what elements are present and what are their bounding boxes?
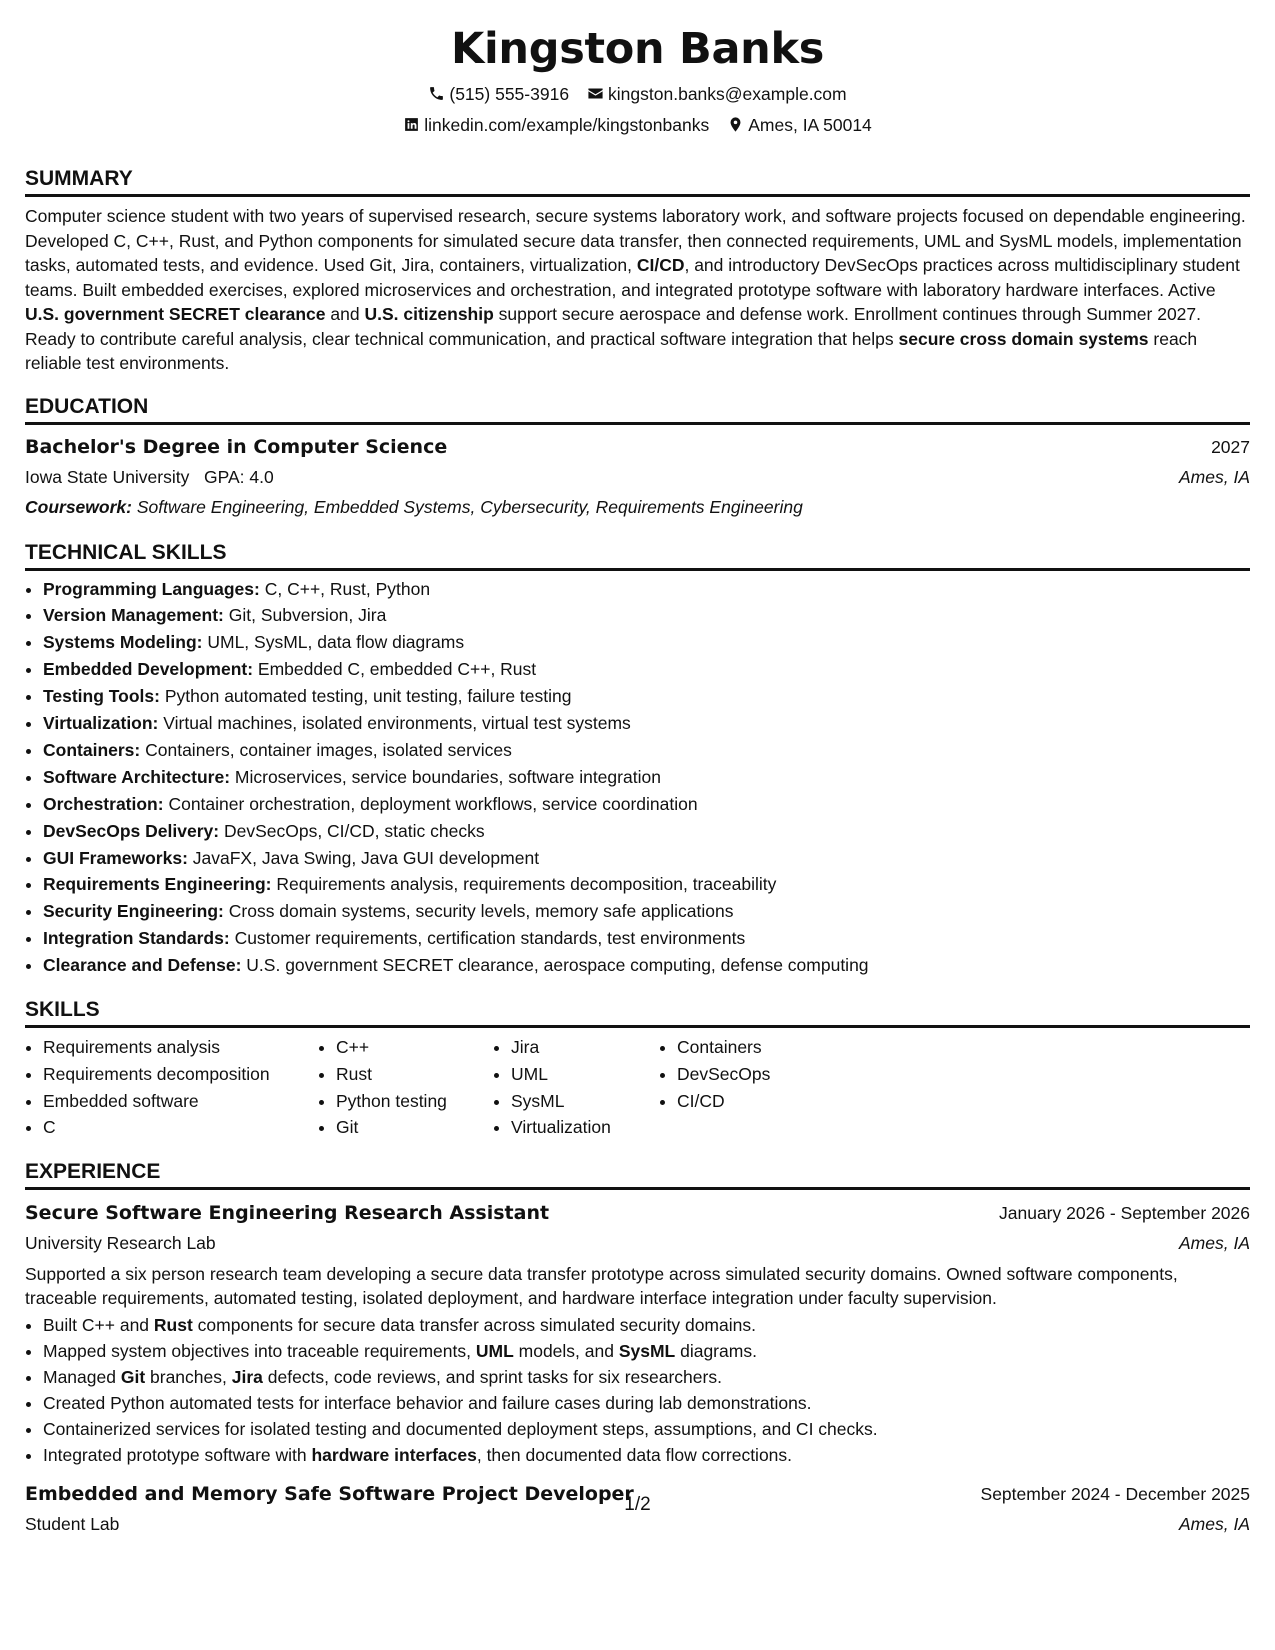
bullet-bold: UML — [475, 1340, 514, 1361]
phone-icon — [428, 85, 445, 102]
summary-part: Computer science student with two years of supervised research, secure systems laboratory work, and software projects focused on dependable engineering. Developed C, C++, Rust, and Python components for simulated secure data transfer, then connected requirements, UML and SysML models, implementation tasks, automated tests, and evidence. Used Git, Jira, containers, virtualization, — [25, 206, 1246, 275]
technical-skill-label: Virtualization: — [43, 713, 159, 734]
technical-skill-label: Software Architecture: — [43, 766, 231, 787]
job-bullet — [43, 1442, 1250, 1468]
technical-skill-label: Orchestration: — [43, 793, 164, 814]
job-bullet: • Created Python automated tests for interface behavior and failure cases during lab demonstrations. — [43, 1390, 1250, 1416]
technical-skill-value: JavaFX, Java Swing, Java GUI development — [192, 847, 540, 868]
technical-skill-label: Integration Standards: — [43, 928, 230, 949]
skill-item: • Containers — [677, 1034, 827, 1061]
job-org: Student Lab — [25, 1513, 120, 1534]
technical-skill-item — [43, 871, 1250, 898]
graduation-year: 2027 — [1211, 436, 1250, 457]
contact-line-2 — [25, 109, 1250, 140]
bullet-bold: Jira — [231, 1366, 263, 1387]
candidate-name: Kingston Banks — [450, 24, 825, 74]
summary-bold: CI/CD — [636, 255, 685, 275]
technical-skill-value: U.S. government SECRET clearance, aerospace computing, defense computing — [246, 955, 869, 976]
technical-skill-item — [43, 791, 1250, 818]
summary-part: support secure aerospace and defense work. Enrollment continues through Summer 2027. Ready to contribute careful analysis, clear technical communication, and practical software integration that helps — [25, 304, 1202, 349]
bullet-part: defects, code reviews, and sprint tasks for six researchers. — [262, 1366, 722, 1387]
technical-skill-item — [43, 576, 1250, 603]
job-dates: September 2024 - December 2025 — [980, 1483, 1250, 1504]
technical-skill-label: GUI Frameworks: — [43, 847, 188, 868]
summary-text — [25, 204, 1250, 376]
skill-item: • Git — [336, 1114, 493, 1141]
technical-skill-label: Systems Modeling: — [43, 632, 203, 653]
skill-item: • Requirements decomposition — [43, 1061, 318, 1088]
technical-skill-item — [43, 602, 1250, 629]
school-name: Iowa State University — [25, 466, 190, 487]
skill-item: • Embedded software — [43, 1088, 318, 1115]
skill-item: • CI/CD — [677, 1088, 827, 1115]
technical-skills-list — [25, 576, 1250, 980]
technical-skill-item — [43, 710, 1250, 737]
technical-skill-value: DevSecOps, CI/CD, static checks — [223, 820, 485, 841]
job-bullet: • Containerized services for isolated testing and documented deployment steps, assumptions, and CI checks. — [43, 1416, 1250, 1442]
skill-item: • Python testing — [336, 1088, 493, 1115]
bullet-part: Managed — [43, 1366, 121, 1387]
email-text[interactable]: kingston.banks@example.com — [608, 83, 847, 104]
summary-bold: U.S. government SECRET clearance — [25, 304, 326, 324]
job-bullets — [25, 1312, 1250, 1468]
technical-skill-value: Cross domain systems, security levels, memory safe applications — [228, 901, 734, 922]
technical-skills-section — [25, 540, 1250, 980]
bullet-part: diagrams. — [675, 1340, 757, 1361]
job-bullet — [43, 1364, 1250, 1390]
experience-heading: EXPERIENCE — [25, 1159, 1250, 1190]
skill-item: • SysML — [511, 1088, 659, 1115]
technical-skill-value: Git, Subversion, Jira — [228, 605, 387, 626]
skills-column — [659, 1034, 827, 1141]
education-entry — [25, 432, 1250, 522]
summary-heading: SUMMARY — [25, 166, 1250, 197]
bullet-part: Mapped system objectives into traceable requirements, — [43, 1340, 476, 1361]
job-location: Ames, IA — [1179, 1513, 1250, 1534]
bullet-bold: SysML — [618, 1340, 676, 1361]
skill-item: • C — [43, 1114, 318, 1141]
linkedin-text[interactable]: linkedin.com/example/kingstonbanks — [424, 114, 710, 135]
contact-info — [25, 78, 1250, 140]
technical-skill-label: DevSecOps Delivery: — [43, 820, 220, 841]
bullet-part: models, and — [513, 1340, 619, 1361]
technical-skill-item — [43, 764, 1250, 791]
envelope-icon — [587, 85, 604, 102]
coursework — [25, 492, 1250, 522]
education-section — [25, 394, 1250, 522]
technical-skill-item — [43, 629, 1250, 656]
skill-item: • Virtualization — [511, 1114, 659, 1141]
experience-section — [25, 1159, 1250, 1539]
education-row-1 — [25, 432, 1250, 462]
job-org: University Research Lab — [25, 1232, 216, 1253]
technical-skill-item — [43, 898, 1250, 925]
technical-skill-value: Microservices, service boundaries, software integration — [234, 766, 661, 787]
technical-skill-value: UML, SysML, data flow diagrams — [207, 632, 465, 653]
bullet-bold: Rust — [153, 1314, 193, 1335]
technical-skill-value: C, C++, Rust, Python — [264, 578, 431, 599]
bullet-bold: hardware interfaces — [311, 1444, 477, 1465]
technical-skills-heading: TECHNICAL SKILLS — [25, 540, 1250, 571]
technical-skill-label: Containers: — [43, 739, 141, 760]
technical-skill-label: Security Engineering: — [43, 901, 224, 922]
linkedin-item[interactable] — [403, 113, 709, 137]
education-location: Ames, IA — [1179, 466, 1250, 487]
summary-bold: secure cross domain systems — [898, 328, 1149, 349]
linkedin-icon — [403, 116, 420, 133]
job-dates: January 2026 - September 2026 — [999, 1202, 1250, 1223]
job-title-row — [25, 1198, 1250, 1228]
summary-part: reach reliable test environments. — [25, 328, 1198, 373]
summary-section — [25, 166, 1250, 376]
job-location: Ames, IA — [1179, 1232, 1250, 1253]
bullet-bold: Git — [120, 1366, 146, 1387]
gpa: GPA: 4.0 — [203, 466, 274, 487]
school-and-gpa — [25, 462, 274, 492]
phone-item — [428, 82, 569, 106]
technical-skill-label: Embedded Development: — [43, 659, 254, 680]
bullet-part: , then documented data flow corrections. — [476, 1444, 793, 1465]
technical-skill-item — [43, 952, 1250, 979]
technical-skill-item — [43, 845, 1250, 872]
degree: Bachelor's Degree in Computer Science — [25, 435, 448, 458]
technical-skill-item — [43, 818, 1250, 845]
bullet-part: branches, — [145, 1366, 232, 1387]
job-org-row — [25, 1228, 1250, 1258]
technical-skill-item — [43, 683, 1250, 710]
email-item[interactable] — [587, 82, 847, 106]
location-text: Ames, IA 50014 — [748, 114, 872, 135]
skill-item: • Rust — [336, 1061, 493, 1088]
skill-item: • Jira — [511, 1034, 659, 1061]
resume-page — [25, 0, 1250, 1539]
job-title: Secure Software Engineering Research Assistant — [25, 1201, 550, 1224]
technical-skill-value: Python automated testing, unit testing, failure testing — [164, 686, 572, 707]
technical-skill-value: Containers, container images, isolated services — [145, 739, 512, 760]
bullet-part: components for secure data transfer across simulated security domains. — [192, 1314, 756, 1335]
skills-heading: SKILLS — [25, 997, 1250, 1028]
skills-section — [25, 997, 1250, 1141]
education-heading: EDUCATION — [25, 394, 1250, 425]
skills-column — [25, 1034, 318, 1141]
job-title: Embedded and Memory Safe Software Project Developer — [25, 1482, 634, 1505]
technical-skill-label: Clearance and Defense: — [43, 955, 242, 976]
skills-column — [493, 1034, 659, 1141]
job-bullet — [43, 1338, 1250, 1364]
location-item — [727, 113, 872, 137]
coursework-list: Software Engineering, Embedded Systems, Cybersecurity, Requirements Engineering — [136, 496, 803, 517]
phone-text: (515) 555-3916 — [449, 83, 570, 104]
summary-part: , and introductory DevSecOps practices across multidisciplinary student teams. Built embedded exercises, explored microservices and orchestration, and integrated prototype software with laboratory hardware interfaces. Active — [25, 255, 1240, 300]
skill-item: • UML — [511, 1061, 659, 1088]
technical-skill-label: Programming Languages: — [43, 578, 260, 599]
job-entry — [25, 1198, 1250, 1258]
technical-skill-value: Virtual machines, isolated environments, virtual test systems — [163, 713, 631, 734]
technical-skill-item — [43, 737, 1250, 764]
technical-skill-label: Version Management: — [43, 605, 224, 626]
skill-item: • Requirements analysis — [43, 1034, 318, 1061]
bullet-part: Integrated prototype software with — [43, 1444, 312, 1465]
contact-line-1 — [25, 78, 1250, 109]
coursework-label: Coursework: — [25, 496, 132, 517]
technical-skill-label: Requirements Engineering: — [43, 874, 272, 895]
bullet-part: Built C++ and — [43, 1314, 154, 1335]
technical-skill-label: Testing Tools: — [43, 686, 160, 707]
skills-grid — [25, 1034, 1250, 1141]
summary-part: and — [325, 304, 365, 324]
skill-item: • C++ — [336, 1034, 493, 1061]
technical-skill-item — [43, 925, 1250, 952]
summary-bold: U.S. citizenship — [364, 304, 494, 324]
technical-skill-value: Container orchestration, deployment workflows, service coordination — [168, 793, 698, 814]
technical-skill-value: Embedded C, embedded C++, Rust — [257, 659, 537, 680]
technical-skill-item — [43, 656, 1250, 683]
job-description: Supported a six person research team developing a secure data transfer prototype across simulated security domains. Owned software components, traceable requirements, automated testing, isolated deployment, and hardware interface integration under faculty supervision. — [25, 1263, 1178, 1309]
page-number: 1/2 — [624, 1494, 651, 1515]
technical-skill-value: Customer requirements, certification standards, test environments — [234, 928, 746, 949]
skills-column — [318, 1034, 493, 1141]
job-bullet — [43, 1312, 1250, 1338]
technical-skill-value: Requirements analysis, requirements decomposition, traceability — [276, 874, 777, 895]
map-pin-icon — [727, 116, 744, 133]
skill-item: • DevSecOps — [677, 1061, 827, 1088]
education-row-2 — [25, 462, 1250, 492]
